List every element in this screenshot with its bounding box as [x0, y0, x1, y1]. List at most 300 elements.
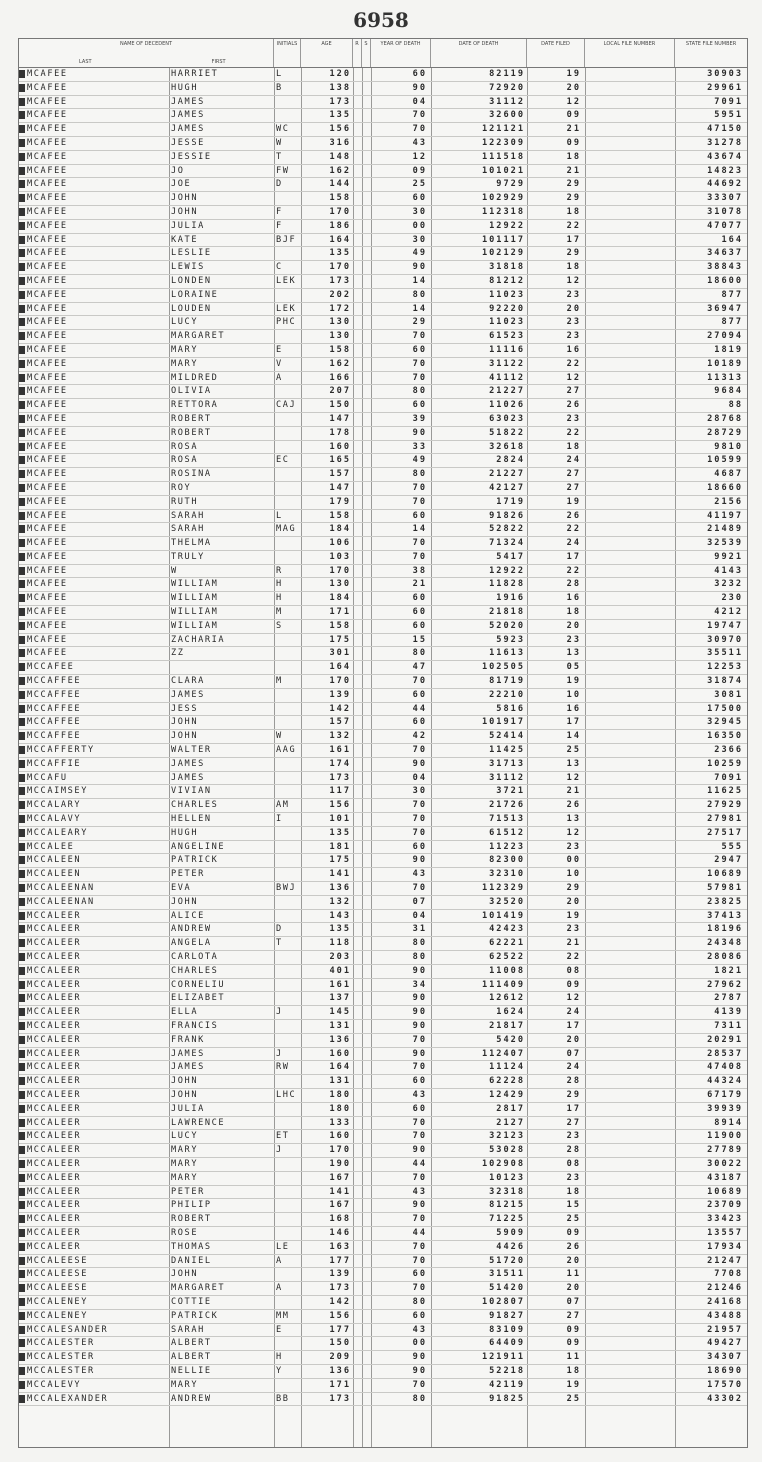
row-marker: [19, 291, 25, 299]
state-file-number: 28729: [707, 427, 743, 438]
age-code: 178: [329, 427, 351, 438]
state-file-number: 9684: [714, 386, 743, 397]
row-marker: [19, 1077, 25, 1085]
filed-date: 23: [566, 289, 581, 300]
record-row: [19, 1227, 747, 1241]
state-file-number: 27094: [707, 331, 743, 342]
row-marker: [19, 843, 25, 851]
death-date: 12922: [489, 565, 525, 576]
filed-date: 20: [566, 303, 581, 314]
age-code: 139: [329, 1269, 351, 1280]
row-marker: [19, 1160, 25, 1168]
last-name: MCCAFFEE: [27, 703, 82, 714]
record-row: [19, 1282, 747, 1296]
filed-date: 27: [566, 386, 581, 397]
death-date: 5420: [496, 1034, 525, 1045]
last-name: MCCALEER: [27, 1020, 82, 1031]
last-name: MCCALEER: [27, 1200, 82, 1211]
page-number: 6958: [353, 8, 409, 32]
age-code: 147: [329, 413, 351, 424]
first-name: TRULY: [171, 551, 205, 562]
header-race: R: [353, 39, 362, 67]
record-row: [19, 482, 747, 496]
death-date: 102908: [481, 1158, 525, 1169]
filed-date: 12: [566, 372, 581, 383]
record-row: [19, 1061, 747, 1075]
year-code: 70: [412, 358, 427, 369]
initials: [276, 1158, 300, 1171]
death-date: 102929: [481, 193, 525, 204]
year-code: 38: [412, 565, 427, 576]
age-code: 168: [329, 1214, 351, 1225]
last-name: MCCAIMSEY: [27, 786, 88, 797]
age-code: 144: [329, 179, 351, 190]
last-name: MCAFEE: [27, 358, 68, 369]
last-name: MCAFEE: [27, 179, 68, 190]
initials: FW: [276, 165, 290, 176]
filed-date: 24: [566, 455, 581, 466]
record-row: [19, 551, 747, 565]
age-code: 180: [329, 1089, 351, 1100]
age-code: 131: [329, 1020, 351, 1031]
state-file-number: 555: [721, 841, 743, 852]
initials: [276, 1296, 300, 1309]
state-file-number: 2947: [714, 855, 743, 866]
filed-date: 29: [566, 883, 581, 894]
filed-date: 26: [566, 400, 581, 411]
first-name: PETER: [171, 869, 205, 880]
state-file-number: 23709: [707, 1200, 743, 1211]
age-code: 175: [329, 855, 351, 866]
initials: [276, 785, 300, 798]
age-code: 170: [329, 262, 351, 273]
row-marker: [19, 443, 25, 451]
filed-date: 08: [566, 1158, 581, 1169]
row-marker: [19, 539, 25, 547]
initials: [276, 1379, 300, 1392]
year-code: 90: [412, 855, 427, 866]
row-marker: [19, 718, 25, 726]
year-code: 60: [412, 344, 427, 355]
year-code: 70: [412, 1034, 427, 1045]
year-code: 70: [412, 814, 427, 825]
death-date: 71324: [489, 538, 525, 549]
year-code: 44: [412, 1158, 427, 1169]
filed-date: 09: [566, 110, 581, 121]
filed-date: 25: [566, 745, 581, 756]
age-code: 147: [329, 482, 351, 493]
year-code: 30: [412, 206, 427, 217]
record-row: [19, 578, 747, 592]
age-code: 132: [329, 896, 351, 907]
row-marker: [19, 760, 25, 768]
state-file-number: 47077: [707, 220, 743, 231]
age-code: 130: [329, 579, 351, 590]
year-code: 00: [412, 1338, 427, 1349]
first-name: ALICE: [171, 910, 205, 921]
state-file-number: 38843: [707, 262, 743, 273]
death-date: 51822: [489, 427, 525, 438]
record-row: [19, 468, 747, 482]
last-name: MCCALEE: [27, 841, 75, 852]
initials: V: [276, 358, 283, 369]
year-code: 70: [412, 827, 427, 838]
record-row: [19, 413, 747, 427]
death-date: 112329: [481, 883, 525, 894]
age-code: 161: [329, 979, 351, 990]
state-file-number: 8914: [714, 1117, 743, 1128]
record-row: [19, 1199, 747, 1213]
initials: MM: [276, 1310, 290, 1321]
age-code: 141: [329, 869, 351, 880]
first-name: CLARA: [171, 676, 205, 687]
row-marker: [19, 925, 25, 933]
header-sex: S: [362, 39, 371, 67]
filed-date: 23: [566, 413, 581, 424]
first-name: JESSE: [171, 137, 205, 148]
age-code: 150: [329, 1338, 351, 1349]
state-file-number: 5951: [714, 110, 743, 121]
year-code: 00: [412, 220, 427, 231]
state-file-number: 4139: [714, 1007, 743, 1018]
first-name: JOHN: [171, 206, 199, 217]
state-file-number: 2156: [714, 496, 743, 507]
year-code: 29: [412, 317, 427, 328]
row-marker: [19, 1270, 25, 1278]
year-code: 60: [412, 510, 427, 521]
death-date: 101117: [481, 234, 525, 245]
last-name: MCCALEER: [27, 1007, 82, 1018]
record-row: [19, 1144, 747, 1158]
record-row: [19, 979, 747, 993]
year-code: 04: [412, 772, 427, 783]
initials: [276, 413, 300, 426]
last-name: MCAFEE: [27, 193, 68, 204]
initials: I: [276, 814, 283, 825]
death-date: 11023: [489, 317, 525, 328]
filed-date: 24: [566, 1007, 581, 1018]
death-date: 5417: [496, 551, 525, 562]
filed-date: 07: [566, 1048, 581, 1059]
death-date: 31122: [489, 358, 525, 369]
row-marker: [19, 111, 25, 119]
year-code: 30: [412, 786, 427, 797]
state-file-number: 2787: [714, 993, 743, 1004]
record-row: [19, 758, 747, 772]
filed-date: 09: [566, 979, 581, 990]
state-file-number: 17934: [707, 1241, 743, 1252]
record-row: [19, 1296, 747, 1310]
first-name: ROBERT: [171, 413, 212, 424]
header-name-of-decedent: NAME OF DECEDENT LAST FIRST: [19, 39, 274, 67]
row-marker: [19, 236, 25, 244]
age-code: 160: [329, 1048, 351, 1059]
state-file-number: 43488: [707, 1310, 743, 1321]
row-marker: [19, 580, 25, 588]
state-file-number: 47150: [707, 124, 743, 135]
record-row: [19, 1351, 747, 1365]
initials: [276, 468, 300, 481]
last-name: MCCALEXANDER: [27, 1393, 109, 1404]
last-name: MCCALEEN: [27, 869, 82, 880]
row-marker: [19, 898, 25, 906]
record-row: [19, 454, 747, 468]
age-code: 170: [329, 676, 351, 687]
year-code: 33: [412, 441, 427, 452]
state-file-number: 16350: [707, 731, 743, 742]
first-name: ANGELINE: [171, 841, 226, 852]
age-code: 170: [329, 565, 351, 576]
state-file-number: 230: [721, 593, 743, 604]
state-file-number: 36947: [707, 303, 743, 314]
filed-date: 05: [566, 662, 581, 673]
last-name: MCCALEEN: [27, 855, 82, 866]
state-file-number: 18600: [707, 275, 743, 286]
year-code: 31: [412, 924, 427, 935]
initials: D: [276, 179, 283, 190]
state-file-number: 30970: [707, 634, 743, 645]
age-code: 150: [329, 400, 351, 411]
year-code: 44: [412, 1227, 427, 1238]
last-name: MCCALEER: [27, 1089, 82, 1100]
year-code: 21: [412, 579, 427, 590]
initials: [276, 441, 300, 454]
header-state-file-number: STATE FILE NUMBER: [685, 41, 737, 47]
row-marker: [19, 1367, 25, 1375]
last-name: MCCALEER: [27, 1062, 82, 1073]
age-code: 136: [329, 1365, 351, 1376]
first-name: JOHN: [171, 1076, 199, 1087]
state-file-number: 3081: [714, 689, 743, 700]
last-name: MCAFEE: [27, 607, 68, 618]
first-name: JOHN: [171, 896, 199, 907]
row-marker: [19, 815, 25, 823]
last-name: MCCALEER: [27, 1186, 82, 1197]
state-file-number: 39939: [707, 1103, 743, 1114]
death-date: 111409: [481, 979, 525, 990]
first-name: HARRIET: [171, 69, 219, 79]
last-name: MCAFEE: [27, 372, 68, 383]
age-code: 136: [329, 1034, 351, 1045]
filed-date: 18: [566, 1365, 581, 1376]
year-code: 30: [412, 234, 427, 245]
last-name: MCAFEE: [27, 441, 68, 452]
death-date: 31112: [489, 772, 525, 783]
first-name: THELMA: [171, 538, 212, 549]
row-marker: [19, 498, 25, 506]
death-date: 52020: [489, 620, 525, 631]
initials: [276, 496, 300, 509]
initials: A: [276, 372, 283, 383]
age-code: 158: [329, 344, 351, 355]
row-marker: [19, 967, 25, 975]
record-row: [19, 1089, 747, 1103]
last-name: MCCALEER: [27, 1241, 82, 1252]
record-row: [19, 606, 747, 620]
state-file-number: 57981: [707, 883, 743, 894]
state-file-number: 27981: [707, 814, 743, 825]
death-date: 32618: [489, 441, 525, 452]
death-date: 21227: [489, 469, 525, 480]
row-marker: [19, 84, 25, 92]
state-file-number: 21246: [707, 1283, 743, 1294]
record-row: [19, 1117, 747, 1131]
year-code: 49: [412, 248, 427, 259]
year-code: 25: [412, 179, 427, 190]
row-marker: [19, 512, 25, 520]
row-marker: [19, 594, 25, 602]
year-code: 70: [412, 800, 427, 811]
filed-date: 07: [566, 1296, 581, 1307]
record-row: [19, 523, 747, 537]
state-file-number: 41197: [707, 510, 743, 521]
filed-date: 20: [566, 1255, 581, 1266]
state-file-number: 30022: [707, 1158, 743, 1169]
death-date: 62221: [489, 938, 525, 949]
death-date: 31713: [489, 758, 525, 769]
death-date: 12429: [489, 1089, 525, 1100]
state-file-number: 34307: [707, 1352, 743, 1363]
age-code: 172: [329, 303, 351, 314]
year-code: 49: [412, 455, 427, 466]
death-date: 9729: [496, 179, 525, 190]
filed-date: 17: [566, 717, 581, 728]
row-marker: [19, 1243, 25, 1251]
initials: [276, 716, 300, 729]
filed-date: 23: [566, 331, 581, 342]
year-code: 80: [412, 386, 427, 397]
state-file-number: 4687: [714, 469, 743, 480]
last-name: MCAFEE: [27, 400, 68, 411]
row-marker: [19, 994, 25, 1002]
first-name: NELLIE: [171, 1365, 212, 1376]
state-file-number: 31278: [707, 137, 743, 148]
state-file-number: 27962: [707, 979, 743, 990]
first-name: MARY: [171, 1158, 199, 1169]
row-marker: [19, 401, 25, 409]
row-marker: [19, 622, 25, 630]
row-marker: [19, 1146, 25, 1154]
filed-date: 18: [566, 607, 581, 618]
record-row: [19, 178, 747, 192]
initials: [276, 537, 300, 550]
first-name: JESS: [171, 703, 199, 714]
row-marker: [19, 222, 25, 230]
initials: [276, 96, 300, 109]
last-name: MCAFEE: [27, 206, 68, 217]
row-marker: [19, 1091, 25, 1099]
age-code: 142: [329, 703, 351, 714]
record-row: [19, 1048, 747, 1062]
first-name: CHARLES: [171, 965, 219, 976]
state-file-number: 10259: [707, 758, 743, 769]
last-name: MCCALESTER: [27, 1338, 95, 1349]
last-name: MCAFEE: [27, 482, 68, 493]
row-marker: [19, 263, 25, 271]
initials: [276, 772, 300, 785]
age-code: 136: [329, 883, 351, 894]
first-name: WALTER: [171, 745, 212, 756]
year-code: 15: [412, 634, 427, 645]
death-date: 5909: [496, 1227, 525, 1238]
age-code: 145: [329, 1007, 351, 1018]
record-row: [19, 344, 747, 358]
filed-date: 23: [566, 1131, 581, 1142]
filed-date: 21: [566, 786, 581, 797]
last-name: MCCALEESE: [27, 1255, 88, 1266]
death-date: 91825: [489, 1393, 525, 1404]
filed-date: 12: [566, 993, 581, 1004]
last-name: MCAFEE: [27, 413, 68, 424]
first-name: ANDREW: [171, 1393, 212, 1404]
record-row: [19, 496, 747, 510]
filed-date: 13: [566, 648, 581, 659]
record-row: [19, 868, 747, 882]
row-marker: [19, 1215, 25, 1223]
state-file-number: 11313: [707, 372, 743, 383]
row-marker: [19, 208, 25, 216]
last-name: MCAFEE: [27, 262, 68, 273]
first-name: LEWIS: [171, 262, 205, 273]
row-marker: [19, 277, 25, 285]
age-code: 173: [329, 1283, 351, 1294]
record-row: [19, 68, 747, 82]
initials: [276, 634, 300, 647]
record-row: [19, 330, 747, 344]
first-name: HUGH: [171, 82, 199, 93]
state-file-number: 9921: [714, 551, 743, 562]
record-row: [19, 799, 747, 813]
first-name: ROSA: [171, 455, 199, 466]
year-code: 60: [412, 1269, 427, 1280]
row-marker: [19, 939, 25, 947]
row-marker: [19, 1063, 25, 1071]
death-date: 11828: [489, 579, 525, 590]
first-name: JAMES: [171, 1062, 205, 1073]
record-row: [19, 1103, 747, 1117]
death-date: 121911: [481, 1352, 525, 1363]
first-name: SARAH: [171, 524, 205, 535]
death-date: 32520: [489, 896, 525, 907]
initials: M: [276, 607, 283, 618]
age-code: 131: [329, 1076, 351, 1087]
first-name: JOHN: [171, 731, 199, 742]
last-name: MCCALEER: [27, 1145, 82, 1156]
last-name: MCAFEE: [27, 234, 68, 245]
initials: [276, 551, 300, 564]
initials: R: [276, 565, 283, 576]
state-file-number: 13557: [707, 1227, 743, 1238]
death-date: 11613: [489, 648, 525, 659]
first-name: JAMES: [171, 96, 205, 107]
initials: RW: [276, 1062, 290, 1073]
initials: J: [276, 1145, 283, 1156]
age-code: 148: [329, 151, 351, 162]
state-file-number: 30903: [707, 69, 743, 79]
death-date: 11425: [489, 745, 525, 756]
header-age: AGE: [301, 39, 353, 67]
state-file-number: 21247: [707, 1255, 743, 1266]
death-date: 5923: [496, 634, 525, 645]
first-name: JAMES: [171, 758, 205, 769]
state-file-number: 31874: [707, 676, 743, 687]
filed-date: 11: [566, 1352, 581, 1363]
death-date: 101917: [481, 717, 525, 728]
record-row: [19, 716, 747, 730]
last-name: MCCALEVY: [27, 1379, 82, 1390]
last-name: MCAFEE: [27, 538, 68, 549]
death-date: 32123: [489, 1131, 525, 1142]
